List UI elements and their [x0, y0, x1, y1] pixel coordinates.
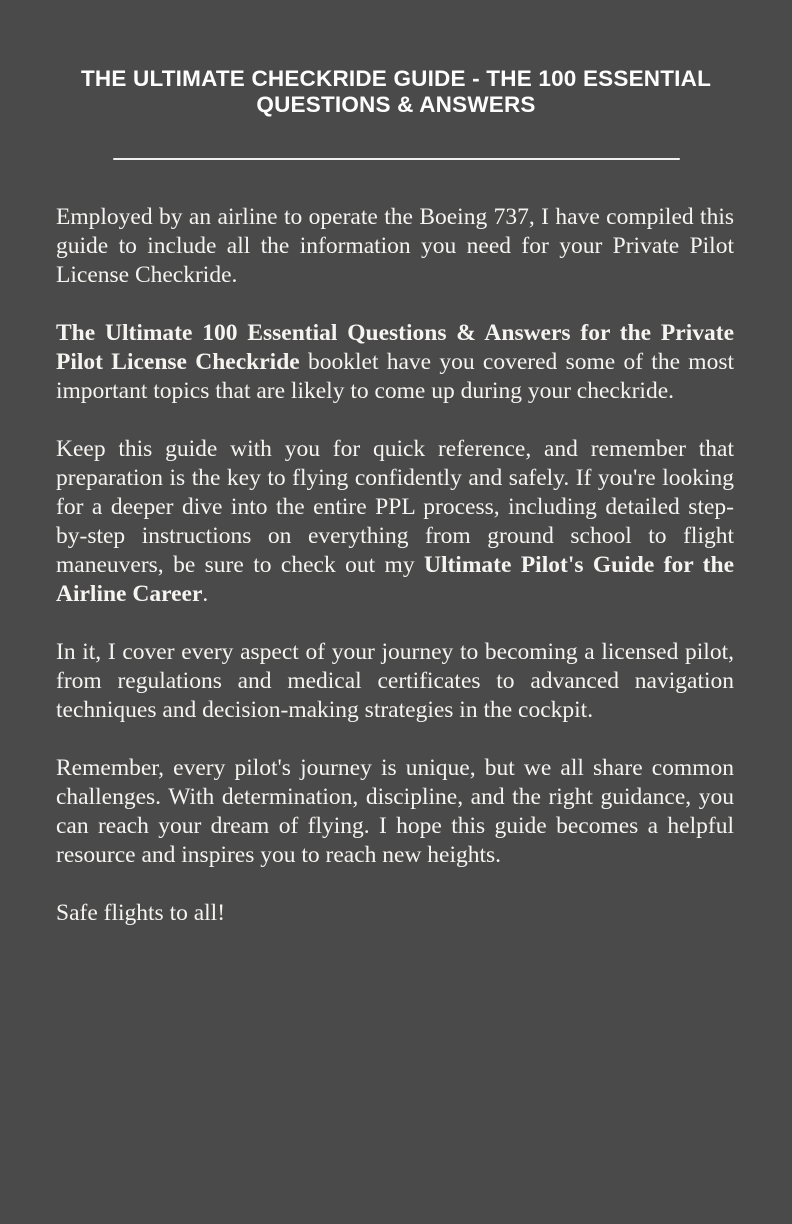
text-run: Safe flights to all!: [56, 900, 226, 926]
page-title: THE ULTIMATE CHECKRIDE GUIDE - THE 100 ESSENTIAL QUESTIONS & ANSWERS: [80, 66, 712, 117]
paragraph: [56, 754, 734, 870]
paragraph: [56, 638, 734, 725]
bold-text-run: Ultimate Pilot's Guide for the Airline Career: [56, 552, 734, 607]
paragraph: [56, 203, 734, 290]
paragraph: [56, 435, 734, 609]
paragraph: [56, 899, 734, 928]
text-run: In it, I cover every aspect of your journey to becoming a licensed pilot, from regulations and medical certificates to advanced navigation techniques and decision-making strategies in the cockpit.: [56, 639, 734, 723]
text-run: Remember, every pilot's journey is unique, but we all share common challenges. With determination, discipline, and the right guidance, you can reach your dream of flying. I hope this guide becomes a helpful resource and inspires you to reach new heights.: [56, 755, 734, 868]
text-run: Employed by an airline to operate the Boeing 737, I have compiled this guide to include all the information you need for your Private Pilot License Checkride.: [56, 204, 734, 288]
text-run: .: [202, 581, 209, 607]
text-run: Keep this guide with you for quick reference, and remember that preparation is the key to flying confidently and safely. If you're looking for a deeper dive into the entire PPL process, including detailed step-by-step instructions on everything from ground school to flight maneuvers, be sure to check out my: [56, 436, 734, 578]
paragraph: [56, 319, 734, 406]
body-text: [0, 203, 792, 928]
text-run: booklet have you covered some of the most important topics that are likely to come up during your checkride.: [56, 349, 735, 404]
bold-text-run: The Ultimate 100 Essential Questions & Answers for the Private Pilot License Checkride: [56, 320, 734, 375]
title-underline: [113, 158, 680, 160]
